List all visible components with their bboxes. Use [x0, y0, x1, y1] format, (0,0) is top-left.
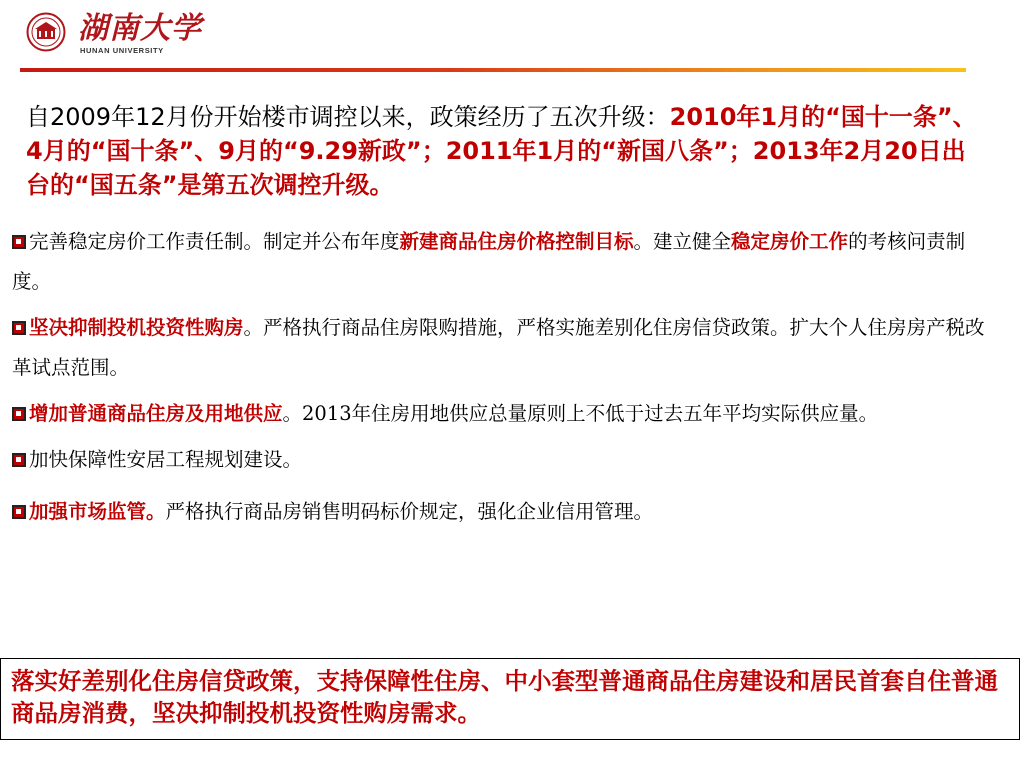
- intro-lead-text: 自2009年12月份开始楼市调控以来，政策经历了五次升级：: [26, 103, 670, 131]
- bullet-text: 。2013年住房用地供应总量原则上不低于过去五年平均实际供应量。: [282, 402, 879, 425]
- bullet-text: 完善稳定房价工作责任制。制定并公布年度: [29, 230, 400, 253]
- bullet-text: 。严格执行商品住房限购措施，严格实施差别化住房信贷政策。扩大个人住房房产税改革试点范围。: [12, 316, 985, 379]
- checkbox-bullet-icon: [12, 453, 26, 467]
- checkbox-bullet-icon: [12, 505, 26, 519]
- bullet-text: 。建立健全: [633, 230, 732, 253]
- bullet-text: 的考核问责制度。: [12, 230, 966, 293]
- list-item: [12, 308, 997, 388]
- list-item: [12, 440, 997, 480]
- bullet-emphasis: 新建商品住房价格控制目标: [399, 230, 634, 253]
- logo-english-name: HUNAN UNIVERSITY: [80, 46, 164, 55]
- summary-box: 落实好差别化住房信贷政策，支持保障性住房、中小套型普通商品住房建设和居民首套自住普通商品房消费，坚决抑制投机投资性购房需求。: [0, 658, 1020, 740]
- intro-policy-list: 2010年1月的“国十一条”、4月的“国十条”、9月的“9.29新政”；2011年1月的“新国八条”；2013年2月20日出台的“国五条”是第五次调控升级。: [26, 103, 977, 199]
- bullet-text: 严格执行商品房销售明码标价规定，强化企业信用管理。: [165, 500, 654, 523]
- bullet-emphasis: 坚决抑制投机投资性购房: [29, 316, 244, 339]
- bullet-emphasis: 加强市场监管。: [29, 500, 166, 523]
- list-item: [12, 394, 997, 434]
- list-item: [12, 222, 997, 302]
- logo-chinese-name: 湖南大学: [78, 11, 202, 46]
- list-item: [12, 492, 997, 532]
- bullet-text: 加快保障性安居工程规划建设。: [29, 448, 303, 471]
- policy-bullet-list: [12, 222, 997, 544]
- university-seal-icon: [26, 12, 66, 52]
- university-logo: [20, 8, 202, 64]
- checkbox-bullet-icon: [12, 235, 26, 249]
- header-gradient-bar: [20, 68, 966, 72]
- intro-paragraph: [26, 100, 986, 202]
- bullet-emphasis: 稳定房价工作: [731, 230, 849, 253]
- checkbox-bullet-icon: [12, 407, 26, 421]
- checkbox-bullet-icon: [12, 321, 26, 335]
- bullet-emphasis: 增加普通商品住房及用地供应: [29, 402, 283, 425]
